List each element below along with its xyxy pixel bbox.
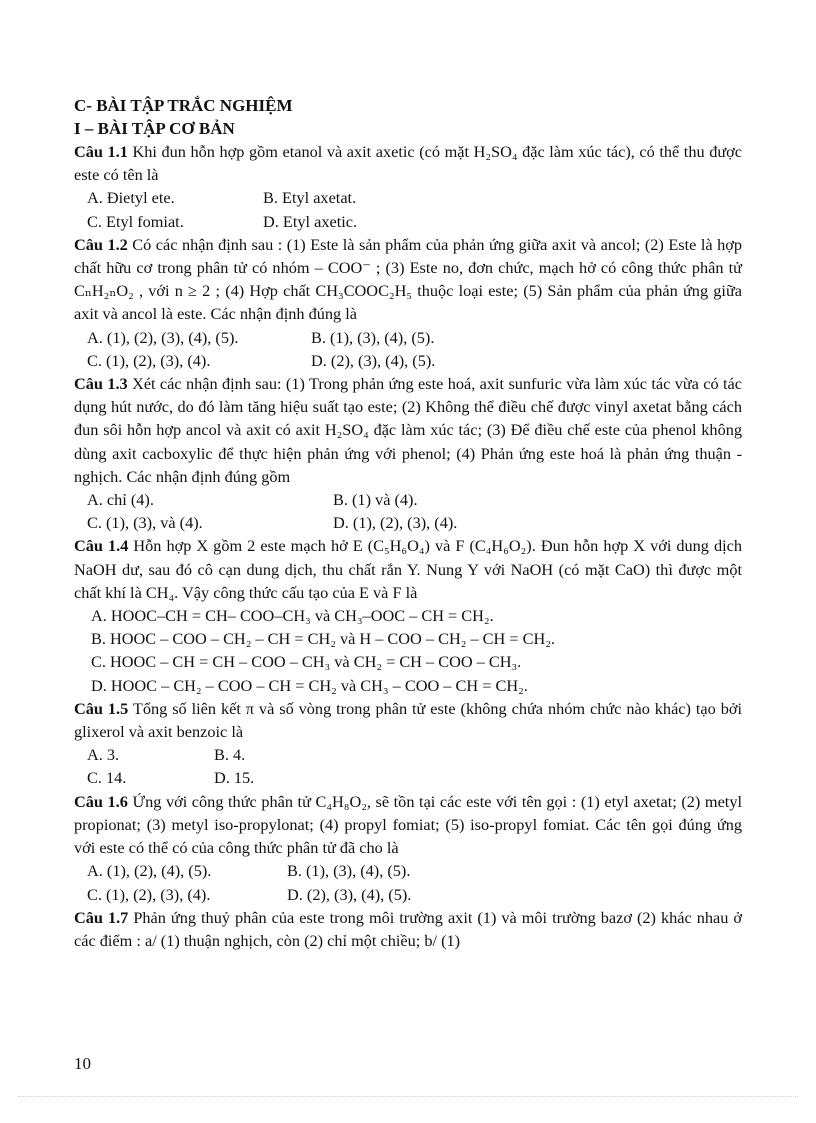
option-c: C. HOOC – CH = CH – COO – CH₃ và CH₂ = CH – COO – CH₃.: [91, 652, 522, 672]
option-a: A. 3.: [87, 745, 120, 765]
option-a: A. chỉ (4).: [87, 490, 154, 510]
question-label: Câu 1.2: [74, 234, 128, 254]
question-1-6: [74, 790, 742, 860]
question-label: Câu 1.1: [74, 142, 128, 161]
option-c: C. (1), (2), (3), (4).: [87, 884, 211, 904]
option-d: D. (1), (2), (3), (4).: [333, 513, 458, 533]
option-b: B. HOOC – COO – CH₂ – CH = CH₂ và H – COO – CH₂ – CH = CH₂.: [91, 629, 555, 649]
option-c: C. (1), (2), (3), (4).: [87, 350, 211, 370]
question-label: Câu 1.5: [74, 698, 129, 718]
question-text: Khi đun hỗn hợp gồm etanol và axit axetic (có mặt H₂SO₄ đặc làm xúc tác), có thể thu được este có tên là: [74, 142, 742, 185]
option-b: B. (1), (3), (4), (5).: [311, 327, 435, 347]
question-1-5: [74, 697, 742, 743]
question-text: Phản ứng thuỷ phân của este trong môi trường axit (1) và môi trường bazơ (2) khác nhau ở các điểm : a/ (1) thuận nghịch, còn (2) chỉ một chiều; b/ (1): [74, 907, 742, 950]
options-1-4: [74, 604, 742, 697]
question-1-7: [74, 906, 742, 952]
question-text: Xét các nhận định sau: (1) Trong phản ứng este hoá, axit sunfuric vừa làm xúc tác vừa có tác dụng hút nước, do đó làm tăng hiệu suất tạo este; (2) Không thể điều chế được vinyl axetat bằng cách đun sôi hỗn hợp ancol và axit có axit H₂SO₄ đặc làm xúc tác; (3) Để điều chế este của phenol không dùng axit cacboxylic để thực hiện phản ứng với phenol; (4) Phản ứng este hoá là phản ứng thuận - nghịch. Các nhận định đúng gồm: [74, 374, 742, 486]
section-title: C- BÀI TẬP TRẮC NGHIỆM: [74, 96, 293, 115]
option-d: D. 15.: [214, 768, 255, 788]
document-page: [74, 94, 742, 952]
option-a: A. (1), (2), (3), (4), (5).: [87, 327, 239, 347]
subsection-title: I – BÀI TẬP CƠ BẢN: [74, 119, 235, 138]
options-1-1: [74, 186, 742, 232]
option-a: A. (1), (2), (4), (5).: [87, 861, 212, 881]
question-label: Câu 1.7: [74, 907, 129, 927]
option-b: B. Etyl axetat.: [263, 188, 357, 208]
option-a: A. Đietyl ete.: [87, 188, 175, 208]
question-1-1: [74, 140, 742, 186]
question-1-3: [74, 372, 742, 488]
page-number: 10: [74, 1054, 91, 1073]
question-label: Câu 1.6: [74, 791, 128, 811]
options-1-2: [74, 326, 742, 372]
option-b: B. (1), (3), (4), (5).: [287, 861, 411, 881]
question-text: Hỗn hợp X gồm 2 este mạch hở E (C₅H₆O₄) và F (C₄H₆O₂). Đun hỗn hợp X với dung dịch NaOH dư, sau đó cô cạn dung dịch, thu chất rắn Y. Nung Y với NaOH (có mặt CaO) thì được một chất khí là CH₄. Vậy công thức cấu tạo của E và F là: [74, 536, 742, 602]
question-1-4: [74, 534, 742, 604]
option-d: D. HOOC – CH₂ – COO – CH = CH₂ và CH₃ – COO – CH = CH₂.: [91, 675, 528, 695]
question-label: Câu 1.3: [74, 374, 128, 394]
options-1-3: [74, 488, 742, 534]
option-d: D. Etyl axetic.: [263, 211, 358, 231]
question-text: Ứng với công thức phân tử C₄H₈O₂, sẽ tồn tại các este với tên gọi : (1) etyl axetat; (2) metyl propionat; (3) metyl iso-propylonat; (4) propyl fomiat; (5) iso-propyl fomiat. Các tên gọi đúng ứng với este có thể có của công thức phân tử đã cho là: [74, 791, 742, 858]
question-text: Có các nhận định sau : (1) Este là sản phẩm của phản ứng giữa axit và ancol; (2) Este là hợp chất hữu cơ trong phân tử có nhóm – COO⁻ ; (3) Este no, đơn chức, mạch hở có công thức phân tử CₙH₂ₙO₂ , với n ≥ 2 ; (4) Hợp chất CH₃COOC₂H₅ thuộc loại este; (5) Sản phẩm của phản ứng giữa axit và ancol là este. Các nhận định đúng là: [74, 234, 742, 324]
option-d: D. (2), (3), (4), (5).: [287, 884, 412, 904]
footer-divider: [18, 1096, 798, 1097]
option-a: A. HOOC–CH = CH– COO–CH₃ và CH₃–OOC – CH = CH₂.: [91, 606, 494, 626]
question-label: Câu 1.4: [74, 536, 129, 556]
option-c: C. Etyl fomiat.: [87, 211, 184, 231]
option-d: D. (2), (3), (4), (5).: [311, 350, 436, 370]
question-1-2: [74, 233, 742, 326]
option-c: C. 14.: [87, 768, 127, 788]
question-text: Tổng số liên kết π và số vòng trong phân tử este (không chứa nhóm chức nào khác) tạo bởi glixerol và axit benzoic là: [74, 698, 742, 742]
option-b: B. 4.: [214, 745, 246, 765]
options-1-6: [74, 859, 742, 905]
options-1-5: [74, 743, 742, 789]
option-c: C. (1), (3), và (4).: [87, 513, 203, 533]
option-b: B. (1) và (4).: [333, 490, 418, 510]
